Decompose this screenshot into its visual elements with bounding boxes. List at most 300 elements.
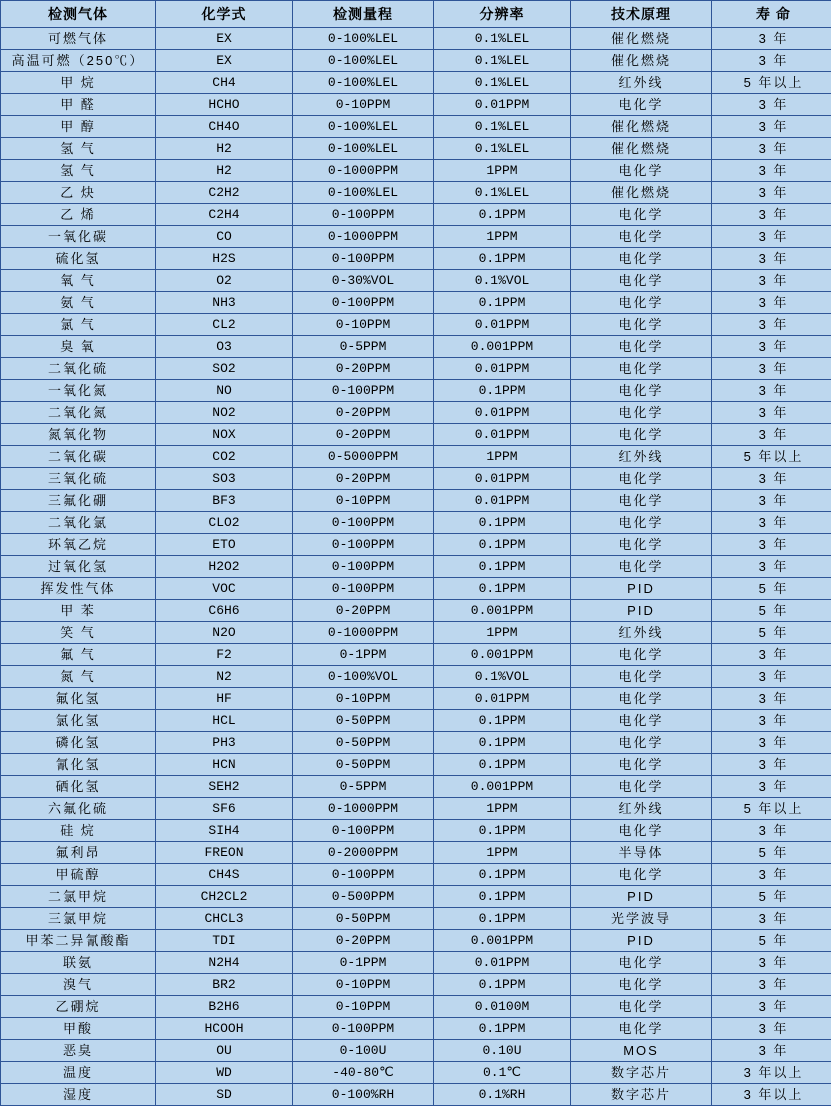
- table-row: [1, 468, 831, 490]
- cell-chemical-formula: C2H4: [156, 204, 293, 226]
- cell-technology: 电化学: [571, 248, 712, 270]
- cell-lifetime: 3 年: [712, 160, 831, 182]
- cell-technology: 电化学: [571, 534, 712, 556]
- cell-chemical-formula: BF3: [156, 490, 293, 512]
- cell-chemical-formula: EX: [156, 28, 293, 50]
- cell-detection-range: 0-2000PPM: [293, 842, 434, 864]
- table-row: [1, 160, 831, 182]
- cell-lifetime: 5 年: [712, 930, 831, 952]
- cell-technology: 电化学: [571, 688, 712, 710]
- table-row: [1, 182, 831, 204]
- cell-detection-range: 0-100PPM: [293, 556, 434, 578]
- table-row: [1, 446, 831, 468]
- cell-detection-range: 0-100%LEL: [293, 28, 434, 50]
- table-row: [1, 798, 831, 820]
- cell-gas-name: 温度: [1, 1062, 156, 1084]
- cell-technology: MOS: [571, 1040, 712, 1062]
- cell-resolution: 0.01PPM: [434, 952, 571, 974]
- cell-detection-range: 0-100%RH: [293, 1084, 434, 1106]
- table-row: [1, 314, 831, 336]
- cell-lifetime: 3 年: [712, 512, 831, 534]
- cell-lifetime: 3 年: [712, 908, 831, 930]
- cell-technology: 电化学: [571, 710, 712, 732]
- cell-technology: 电化学: [571, 820, 712, 842]
- cell-detection-range: -40-80℃: [293, 1062, 434, 1084]
- cell-chemical-formula: CH4S: [156, 864, 293, 886]
- cell-technology: 电化学: [571, 556, 712, 578]
- cell-detection-range: 0-1PPM: [293, 952, 434, 974]
- cell-detection-range: 0-5PPM: [293, 336, 434, 358]
- cell-gas-name: 挥发性气体: [1, 578, 156, 600]
- table-row: [1, 710, 831, 732]
- table-row: [1, 116, 831, 138]
- cell-resolution: 1PPM: [434, 446, 571, 468]
- cell-detection-range: 0-50PPM: [293, 732, 434, 754]
- cell-detection-range: 0-20PPM: [293, 468, 434, 490]
- cell-technology: PID: [571, 930, 712, 952]
- cell-chemical-formula: EX: [156, 50, 293, 72]
- cell-lifetime: 3 年: [712, 50, 831, 72]
- table-row: [1, 732, 831, 754]
- table-row: [1, 600, 831, 622]
- cell-technology: 电化学: [571, 204, 712, 226]
- cell-chemical-formula: HCHO: [156, 94, 293, 116]
- cell-chemical-formula: H2: [156, 160, 293, 182]
- table-row: [1, 1062, 831, 1084]
- table-row: [1, 996, 831, 1018]
- cell-lifetime: 3 年: [712, 248, 831, 270]
- cell-chemical-formula: BR2: [156, 974, 293, 996]
- cell-resolution: 0.01PPM: [434, 402, 571, 424]
- cell-chemical-formula: NOX: [156, 424, 293, 446]
- cell-lifetime: 5 年: [712, 622, 831, 644]
- cell-detection-range: 0-10PPM: [293, 996, 434, 1018]
- cell-detection-range: 0-100PPM: [293, 512, 434, 534]
- cell-technology: 红外线: [571, 72, 712, 94]
- cell-chemical-formula: PH3: [156, 732, 293, 754]
- cell-lifetime: 3 年: [712, 314, 831, 336]
- cell-technology: 电化学: [571, 160, 712, 182]
- cell-resolution: 0.10U: [434, 1040, 571, 1062]
- cell-technology: 催化燃烧: [571, 138, 712, 160]
- cell-gas-name: 一氧化氮: [1, 380, 156, 402]
- cell-chemical-formula: N2O: [156, 622, 293, 644]
- cell-gas-name: 三氧化硫: [1, 468, 156, 490]
- cell-gas-name: 可燃气体: [1, 28, 156, 50]
- table-row: [1, 644, 831, 666]
- cell-technology: PID: [571, 886, 712, 908]
- cell-gas-name: 氰化氢: [1, 754, 156, 776]
- cell-lifetime: 3 年: [712, 754, 831, 776]
- cell-gas-name: 硅 烷: [1, 820, 156, 842]
- cell-gas-name: 臭 氧: [1, 336, 156, 358]
- cell-lifetime: 5 年以上: [712, 798, 831, 820]
- cell-detection-range: 0-100%LEL: [293, 50, 434, 72]
- cell-lifetime: 3 年: [712, 820, 831, 842]
- cell-chemical-formula: CO2: [156, 446, 293, 468]
- table-row: [1, 28, 831, 50]
- cell-lifetime: 3 年: [712, 1018, 831, 1040]
- cell-lifetime: 3 年: [712, 666, 831, 688]
- cell-resolution: 0.1PPM: [434, 556, 571, 578]
- table-row: [1, 864, 831, 886]
- cell-chemical-formula: HCN: [156, 754, 293, 776]
- cell-technology: 电化学: [571, 270, 712, 292]
- cell-lifetime: 3 年: [712, 996, 831, 1018]
- cell-technology: 电化学: [571, 336, 712, 358]
- cell-lifetime: 3 年: [712, 556, 831, 578]
- cell-lifetime: 3 年: [712, 292, 831, 314]
- cell-resolution: 1PPM: [434, 842, 571, 864]
- cell-resolution: 0.001PPM: [434, 776, 571, 798]
- cell-lifetime: 5 年: [712, 600, 831, 622]
- cell-gas-name: 氧 气: [1, 270, 156, 292]
- cell-lifetime: 3 年: [712, 490, 831, 512]
- cell-gas-name: 氢 气: [1, 160, 156, 182]
- table-row: [1, 380, 831, 402]
- cell-resolution: 0.1%RH: [434, 1084, 571, 1106]
- cell-chemical-formula: VOC: [156, 578, 293, 600]
- cell-lifetime: 3 年: [712, 380, 831, 402]
- cell-gas-name: 氮 气: [1, 666, 156, 688]
- cell-lifetime: 5 年: [712, 842, 831, 864]
- cell-resolution: 0.1PPM: [434, 380, 571, 402]
- cell-gas-name: 乙硼烷: [1, 996, 156, 1018]
- cell-resolution: 0.1%LEL: [434, 138, 571, 160]
- cell-resolution: 0.001PPM: [434, 644, 571, 666]
- cell-resolution: 0.01PPM: [434, 688, 571, 710]
- table-row: [1, 974, 831, 996]
- cell-detection-range: 0-1000PPM: [293, 622, 434, 644]
- table-row: [1, 358, 831, 380]
- cell-lifetime: 3 年: [712, 358, 831, 380]
- cell-resolution: 0.01PPM: [434, 94, 571, 116]
- cell-chemical-formula: HCOOH: [156, 1018, 293, 1040]
- table-row: [1, 72, 831, 94]
- cell-chemical-formula: H2O2: [156, 556, 293, 578]
- cell-resolution: 0.1%LEL: [434, 116, 571, 138]
- cell-technology: 催化燃烧: [571, 116, 712, 138]
- cell-technology: 电化学: [571, 732, 712, 754]
- cell-gas-name: 二氧化氯: [1, 512, 156, 534]
- cell-gas-name: 磷化氢: [1, 732, 156, 754]
- cell-technology: 电化学: [571, 380, 712, 402]
- cell-detection-range: 0-5PPM: [293, 776, 434, 798]
- cell-resolution: 0.01PPM: [434, 358, 571, 380]
- cell-gas-name: 氟化氢: [1, 688, 156, 710]
- cell-detection-range: 0-100PPM: [293, 578, 434, 600]
- cell-gas-name: 联氨: [1, 952, 156, 974]
- cell-lifetime: 3 年: [712, 182, 831, 204]
- cell-lifetime: 3 年: [712, 116, 831, 138]
- cell-technology: 催化燃烧: [571, 50, 712, 72]
- cell-gas-name: 一氧化碳: [1, 226, 156, 248]
- table-header-row: [1, 1, 831, 28]
- cell-lifetime: 3 年: [712, 952, 831, 974]
- cell-technology: 数字芯片: [571, 1062, 712, 1084]
- cell-resolution: 0.01PPM: [434, 468, 571, 490]
- column-header-range: 检测量程: [293, 1, 434, 28]
- cell-chemical-formula: F2: [156, 644, 293, 666]
- cell-detection-range: 0-100PPM: [293, 1018, 434, 1040]
- table-row: [1, 204, 831, 226]
- cell-detection-range: 0-10PPM: [293, 974, 434, 996]
- table-row: [1, 512, 831, 534]
- cell-resolution: 0.001PPM: [434, 600, 571, 622]
- cell-technology: 电化学: [571, 974, 712, 996]
- cell-detection-range: 0-100U: [293, 1040, 434, 1062]
- cell-technology: 半导体: [571, 842, 712, 864]
- cell-technology: 电化学: [571, 402, 712, 424]
- cell-gas-name: 氯化氢: [1, 710, 156, 732]
- table-row: [1, 336, 831, 358]
- column-header-lifetime: 寿 命: [712, 1, 831, 28]
- cell-gas-name: 恶臭: [1, 1040, 156, 1062]
- cell-chemical-formula: NO: [156, 380, 293, 402]
- cell-technology: 光学波导: [571, 908, 712, 930]
- cell-technology: 电化学: [571, 292, 712, 314]
- cell-resolution: 0.1PPM: [434, 292, 571, 314]
- cell-resolution: 0.1PPM: [434, 1018, 571, 1040]
- cell-technology: 电化学: [571, 952, 712, 974]
- table-row: [1, 248, 831, 270]
- cell-technology: 电化学: [571, 424, 712, 446]
- cell-chemical-formula: SF6: [156, 798, 293, 820]
- cell-chemical-formula: O3: [156, 336, 293, 358]
- cell-chemical-formula: B2H6: [156, 996, 293, 1018]
- cell-detection-range: 0-50PPM: [293, 754, 434, 776]
- table-row: [1, 930, 831, 952]
- cell-detection-range: 0-100%LEL: [293, 182, 434, 204]
- cell-chemical-formula: C2H2: [156, 182, 293, 204]
- cell-detection-range: 0-10PPM: [293, 490, 434, 512]
- cell-resolution: 0.01PPM: [434, 490, 571, 512]
- cell-gas-name: 甲酸: [1, 1018, 156, 1040]
- cell-resolution: 0.1PPM: [434, 710, 571, 732]
- cell-chemical-formula: N2: [156, 666, 293, 688]
- table-row: [1, 226, 831, 248]
- cell-resolution: 0.01PPM: [434, 424, 571, 446]
- cell-resolution: 0.1PPM: [434, 732, 571, 754]
- cell-detection-range: 0-100PPM: [293, 204, 434, 226]
- cell-gas-name: 甲 苯: [1, 600, 156, 622]
- cell-gas-name: 硫化氢: [1, 248, 156, 270]
- table-row: [1, 820, 831, 842]
- cell-chemical-formula: OU: [156, 1040, 293, 1062]
- cell-lifetime: 3 年: [712, 974, 831, 996]
- cell-gas-name: 二氧化碳: [1, 446, 156, 468]
- cell-chemical-formula: H2S: [156, 248, 293, 270]
- table-row: [1, 138, 831, 160]
- cell-detection-range: 0-50PPM: [293, 908, 434, 930]
- cell-technology: 电化学: [571, 468, 712, 490]
- cell-chemical-formula: SO3: [156, 468, 293, 490]
- cell-technology: 电化学: [571, 512, 712, 534]
- cell-technology: 红外线: [571, 798, 712, 820]
- cell-detection-range: 0-500PPM: [293, 886, 434, 908]
- cell-technology: 红外线: [571, 622, 712, 644]
- cell-resolution: 0.1PPM: [434, 908, 571, 930]
- cell-resolution: 1PPM: [434, 798, 571, 820]
- cell-detection-range: 0-20PPM: [293, 358, 434, 380]
- cell-technology: 电化学: [571, 490, 712, 512]
- cell-chemical-formula: CL2: [156, 314, 293, 336]
- table-row: [1, 754, 831, 776]
- cell-chemical-formula: SD: [156, 1084, 293, 1106]
- cell-lifetime: 5 年: [712, 578, 831, 600]
- cell-resolution: 0.001PPM: [434, 336, 571, 358]
- table-row: [1, 952, 831, 974]
- cell-gas-name: 甲 醛: [1, 94, 156, 116]
- cell-detection-range: 0-1000PPM: [293, 226, 434, 248]
- table-row: [1, 622, 831, 644]
- cell-technology: 电化学: [571, 644, 712, 666]
- cell-gas-name: 湿度: [1, 1084, 156, 1106]
- cell-chemical-formula: SO2: [156, 358, 293, 380]
- cell-detection-range: 0-20PPM: [293, 600, 434, 622]
- cell-lifetime: 3 年: [712, 688, 831, 710]
- cell-lifetime: 3 年: [712, 270, 831, 292]
- cell-gas-name: 甲 烷: [1, 72, 156, 94]
- cell-gas-name: 高温可燃（250℃）: [1, 50, 156, 72]
- column-header-technology: 技术原理: [571, 1, 712, 28]
- cell-chemical-formula: N2H4: [156, 952, 293, 974]
- table-row: [1, 776, 831, 798]
- cell-gas-name: 氟利昂: [1, 842, 156, 864]
- cell-technology: 催化燃烧: [571, 182, 712, 204]
- cell-detection-range: 0-50PPM: [293, 710, 434, 732]
- cell-detection-range: 0-30%VOL: [293, 270, 434, 292]
- cell-chemical-formula: HCL: [156, 710, 293, 732]
- cell-technology: 电化学: [571, 94, 712, 116]
- cell-lifetime: 3 年: [712, 226, 831, 248]
- cell-resolution: 1PPM: [434, 622, 571, 644]
- cell-lifetime: 3 年: [712, 204, 831, 226]
- cell-technology: 电化学: [571, 864, 712, 886]
- column-header-formula: 化学式: [156, 1, 293, 28]
- table-row: [1, 490, 831, 512]
- table-row: [1, 424, 831, 446]
- table-row: [1, 688, 831, 710]
- cell-gas-name: 笑 气: [1, 622, 156, 644]
- cell-resolution: 0.001PPM: [434, 930, 571, 952]
- table-row: [1, 886, 831, 908]
- cell-detection-range: 0-100PPM: [293, 380, 434, 402]
- cell-resolution: 0.1%VOL: [434, 666, 571, 688]
- cell-chemical-formula: CHCL3: [156, 908, 293, 930]
- cell-detection-range: 0-100%LEL: [293, 72, 434, 94]
- table-row: [1, 842, 831, 864]
- cell-technology: PID: [571, 578, 712, 600]
- cell-chemical-formula: SIH4: [156, 820, 293, 842]
- cell-lifetime: 3 年: [712, 424, 831, 446]
- cell-resolution: 0.1PPM: [434, 886, 571, 908]
- cell-resolution: 0.1PPM: [434, 248, 571, 270]
- cell-technology: 电化学: [571, 226, 712, 248]
- table-row: [1, 666, 831, 688]
- cell-detection-range: 0-100PPM: [293, 292, 434, 314]
- cell-technology: 催化燃烧: [571, 28, 712, 50]
- cell-technology: PID: [571, 600, 712, 622]
- cell-detection-range: 0-100PPM: [293, 248, 434, 270]
- cell-resolution: 1PPM: [434, 160, 571, 182]
- cell-detection-range: 0-20PPM: [293, 424, 434, 446]
- cell-chemical-formula: CH4: [156, 72, 293, 94]
- cell-resolution: 0.1PPM: [434, 534, 571, 556]
- cell-gas-name: 二氯甲烷: [1, 886, 156, 908]
- table-row: [1, 270, 831, 292]
- cell-chemical-formula: SEH2: [156, 776, 293, 798]
- cell-chemical-formula: TDI: [156, 930, 293, 952]
- table-row: [1, 292, 831, 314]
- cell-chemical-formula: H2: [156, 138, 293, 160]
- cell-gas-name: 氟 气: [1, 644, 156, 666]
- table-row: [1, 50, 831, 72]
- cell-detection-range: 0-20PPM: [293, 402, 434, 424]
- cell-resolution: 0.1PPM: [434, 512, 571, 534]
- cell-lifetime: 5 年以上: [712, 446, 831, 468]
- cell-detection-range: 0-10PPM: [293, 94, 434, 116]
- column-header-gas-name: 检测气体: [1, 1, 156, 28]
- cell-resolution: 0.1PPM: [434, 578, 571, 600]
- cell-resolution: 0.1%LEL: [434, 182, 571, 204]
- cell-chemical-formula: C6H6: [156, 600, 293, 622]
- cell-gas-name: 甲硫醇: [1, 864, 156, 886]
- cell-gas-name: 六氟化硫: [1, 798, 156, 820]
- cell-lifetime: 3 年: [712, 336, 831, 358]
- column-header-resolution: 分辨率: [434, 1, 571, 28]
- cell-resolution: 0.1PPM: [434, 204, 571, 226]
- table-row: [1, 94, 831, 116]
- cell-chemical-formula: NO2: [156, 402, 293, 424]
- cell-chemical-formula: CO: [156, 226, 293, 248]
- cell-gas-name: 溴气: [1, 974, 156, 996]
- cell-gas-name: 乙 烯: [1, 204, 156, 226]
- cell-chemical-formula: CH2CL2: [156, 886, 293, 908]
- cell-technology: 红外线: [571, 446, 712, 468]
- cell-chemical-formula: HF: [156, 688, 293, 710]
- cell-lifetime: 3 年: [712, 1040, 831, 1062]
- cell-technology: 电化学: [571, 314, 712, 336]
- cell-detection-range: 0-10PPM: [293, 688, 434, 710]
- cell-technology: 电化学: [571, 358, 712, 380]
- cell-detection-range: 0-1PPM: [293, 644, 434, 666]
- cell-lifetime: 3 年: [712, 776, 831, 798]
- table-row: [1, 534, 831, 556]
- cell-lifetime: 3 年: [712, 468, 831, 490]
- cell-gas-name: 氨 气: [1, 292, 156, 314]
- cell-chemical-formula: NH3: [156, 292, 293, 314]
- cell-resolution: 0.1%LEL: [434, 72, 571, 94]
- cell-gas-name: 过氧化氢: [1, 556, 156, 578]
- cell-resolution: 0.1℃: [434, 1062, 571, 1084]
- cell-resolution: 0.1PPM: [434, 820, 571, 842]
- cell-detection-range: 0-100%LEL: [293, 116, 434, 138]
- cell-resolution: 0.1%LEL: [434, 28, 571, 50]
- cell-gas-name: 三氟化硼: [1, 490, 156, 512]
- cell-resolution: 1PPM: [434, 226, 571, 248]
- table-row: [1, 1084, 831, 1106]
- cell-lifetime: 3 年: [712, 402, 831, 424]
- cell-lifetime: 3 年: [712, 534, 831, 556]
- cell-gas-name: 氮氧化物: [1, 424, 156, 446]
- cell-resolution: 0.1PPM: [434, 754, 571, 776]
- cell-detection-range: 0-10PPM: [293, 314, 434, 336]
- cell-lifetime: 3 年: [712, 28, 831, 50]
- table-row: [1, 1018, 831, 1040]
- cell-technology: 电化学: [571, 1018, 712, 1040]
- cell-gas-name: 甲 醇: [1, 116, 156, 138]
